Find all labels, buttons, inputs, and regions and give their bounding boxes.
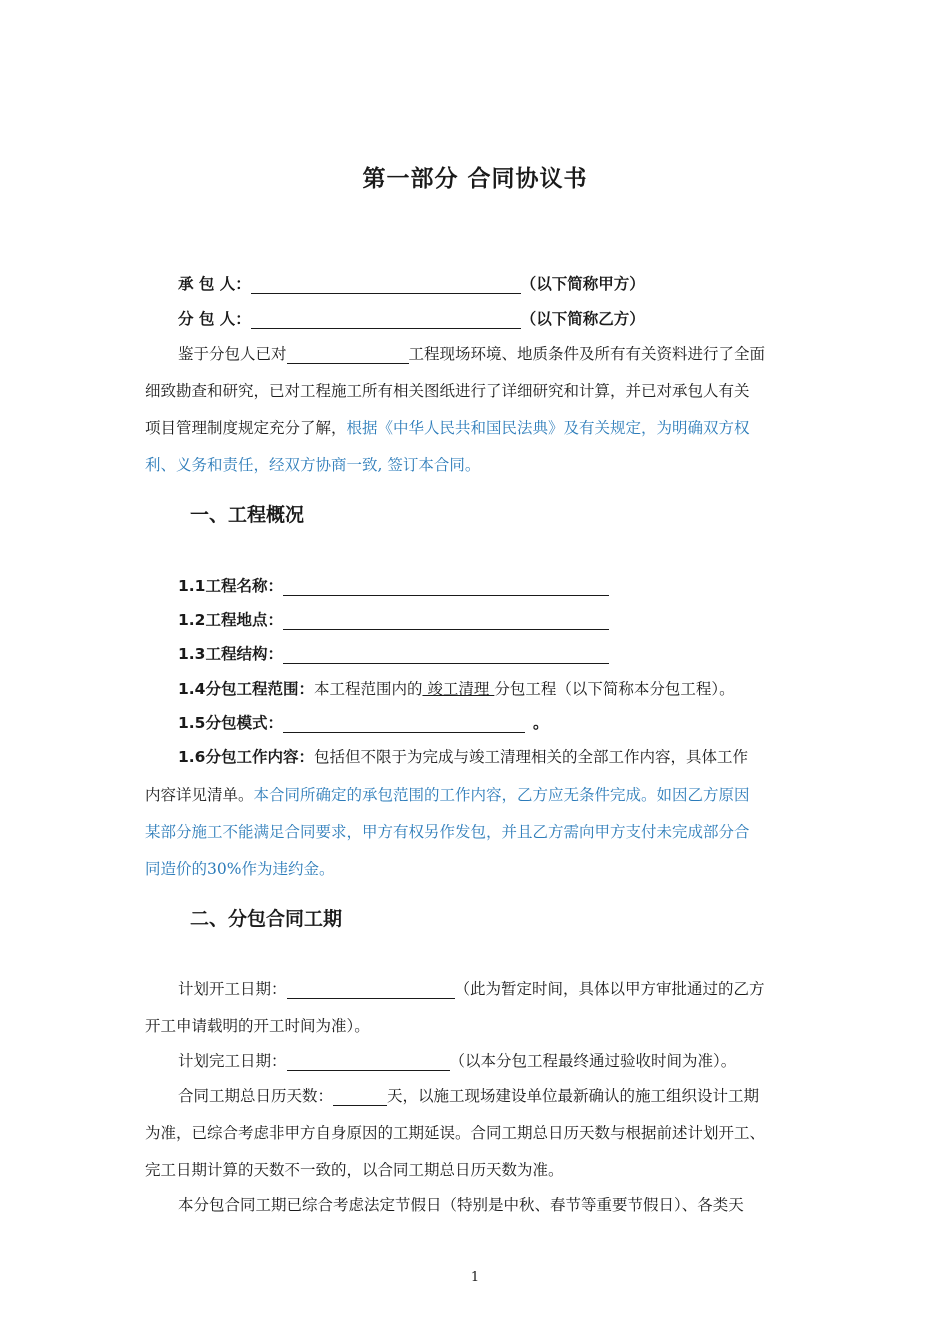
site-blank[interactable] <box>287 347 409 364</box>
item-1-5: 1.5分包模式： 。 <box>178 714 549 732</box>
total-days-blank[interactable] <box>333 1089 387 1106</box>
intro-line-4: 利、义务和责任，经双方协商一致, 签订本合同。 <box>145 456 481 474</box>
end-date-line: 计划完工日期： （以本分包工程最终通过验收时间为准）。 <box>178 1052 737 1070</box>
contractor-line: 承 包 人： （以下简称甲方） <box>178 275 645 293</box>
holiday-line: 本分包合同工期已综合考虑法定节假日（特别是中秋、春节等重要节假日）、各类天 <box>178 1196 744 1214</box>
item-1-6-line-4: 同造价的30%作为违约金。 <box>145 860 335 878</box>
days-line-2: 为准，已综合考虑非甲方自身原因的工期延误。合同工期总日历天数与根据前述计划开工、 <box>145 1124 766 1142</box>
page-number: 1 <box>470 1270 480 1285</box>
project-location-blank[interactable] <box>283 613 609 630</box>
project-structure-blank[interactable] <box>283 647 609 664</box>
subcontractor-line: 分 包 人： （以下简称乙方） <box>178 310 645 328</box>
section-1-heading: 一、工程概况 <box>190 504 305 526</box>
page-title: 第一部分 合同协议书 <box>362 166 588 192</box>
item-1-6-line-2: 内容详见清单。本合同所确定的承包范围的工作内容，乙方应无条件完成。如因乙方原因 <box>145 786 750 804</box>
intro-line-3: 项目管理制度规定充分了解，根据《中华人民共和国民法典》及有关规定，为明确双方权 <box>145 419 750 437</box>
contractor-blank[interactable] <box>251 277 521 294</box>
subcontract-mode-blank[interactable] <box>283 716 525 733</box>
intro-line-2: 细致勘查和研究，已对工程施工所有相关图纸进行了详细研究和计算，并已对承包人有关 <box>145 382 750 400</box>
item-1-4: 1.4分包工程范围：本工程范围内的 竣工清理 分包工程（以下简称本分包工程）。 <box>178 680 735 698</box>
start-date-line: 计划开工日期： （此为暂定时间，具体以甲方审批通过的乙方 <box>178 980 765 998</box>
project-name-blank[interactable] <box>283 579 609 596</box>
days-line-1: 合同工期总日历天数： 天，以施工现场建设单位最新确认的施工组织设计工期 <box>178 1087 760 1105</box>
end-date-blank[interactable] <box>287 1054 450 1071</box>
start-date-blank[interactable] <box>287 982 455 999</box>
item-1-1: 1.1工程名称： <box>178 574 609 596</box>
item-1-6-line-3: 某部分施工不能满足合同要求，甲方有权另作发包，并且乙方需向甲方支付未完成部分合 <box>145 823 750 841</box>
item-1-6-line-1: 1.6分包工作内容：包括但不限于为完成与竣工清理相关的全部工作内容，具体工作 <box>178 748 748 766</box>
subcontractor-blank[interactable] <box>251 312 521 329</box>
scope-fill: 竣工清理 <box>422 680 495 698</box>
start-date-line-2: 开工申请载明的开工时间为准）。 <box>145 1017 370 1035</box>
item-1-2: 1.2工程地点： <box>178 608 609 630</box>
days-line-3: 完工日期计算的天数不一致的，以合同工期总日历天数为准。 <box>145 1161 564 1179</box>
intro-line-1: 鉴于分包人已对 工程现场环境、地质条件及所有有关资料进行了全面 <box>178 345 766 363</box>
section-2-heading: 二、分包合同工期 <box>190 908 343 930</box>
item-1-3: 1.3工程结构： <box>178 642 609 664</box>
